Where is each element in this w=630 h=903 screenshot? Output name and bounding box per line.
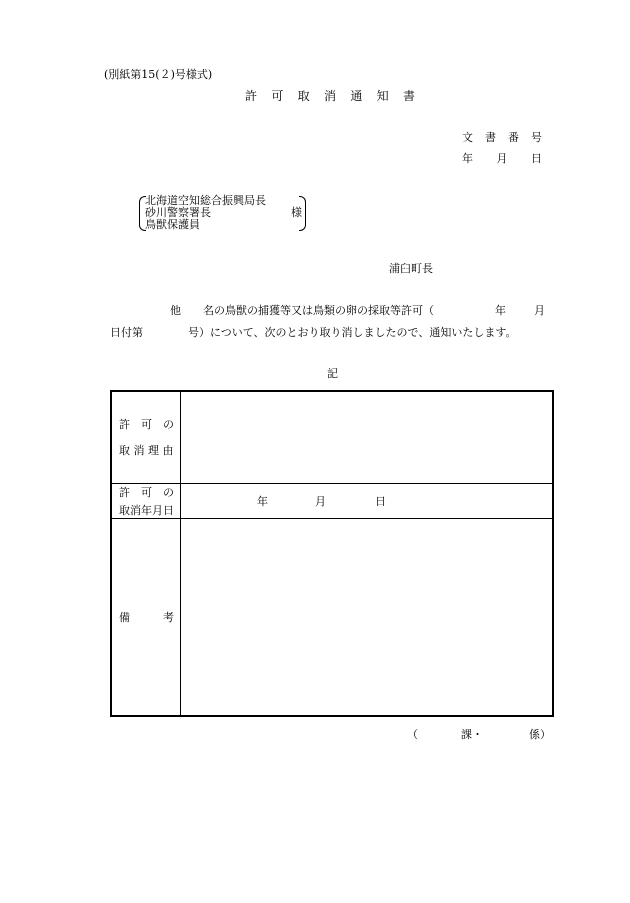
date-day-label: 日 xyxy=(375,494,386,508)
doc-date-char: 年 xyxy=(462,152,473,165)
document-date-label xyxy=(462,153,542,164)
doc-number-char: 号 xyxy=(531,131,542,144)
label-line: 許 可 の xyxy=(119,485,174,499)
body-line-1-part: 年 xyxy=(495,304,506,317)
table-row-date xyxy=(111,483,553,518)
label-line: 許 可 の xyxy=(119,418,174,432)
body-line-2-part: 号）について、次のとおり取り消しましたので、通知いたします。 xyxy=(188,326,517,339)
footer-part: 係） xyxy=(529,728,551,741)
table-row-remarks xyxy=(111,518,553,716)
doc-number-char: 文 xyxy=(462,131,473,144)
addressee-line: 砂川警察署長 xyxy=(145,206,211,219)
title-char: 知 xyxy=(376,89,389,103)
doc-number-char: 番 xyxy=(508,131,519,144)
title-char: 消 xyxy=(323,89,336,103)
title-char: 通 xyxy=(350,89,363,103)
cancel-reason-field[interactable] xyxy=(181,391,554,483)
table-row-reason xyxy=(111,391,553,483)
title-char: 可 xyxy=(271,89,284,103)
title-char: 取 xyxy=(297,89,310,103)
cancel-date-field[interactable] xyxy=(181,483,554,518)
label-line: 取 消 理 由 xyxy=(119,444,174,458)
addressee-line: 鳥獣保護員 xyxy=(145,218,200,231)
date-month-label: 月 xyxy=(315,494,326,508)
addressee-line: 北海道空知総合振興局長 xyxy=(145,194,266,207)
footer-part: （ xyxy=(407,728,418,741)
body-line-1-part: 月 xyxy=(534,304,545,317)
date-year-label: 年 xyxy=(257,494,268,508)
body-line-2-part: 日付第 xyxy=(110,326,143,339)
label-line: 備 考 xyxy=(119,610,174,624)
title-char: 許 xyxy=(245,89,258,103)
details-table xyxy=(110,390,554,717)
document-number-label xyxy=(462,132,542,143)
addressee-bracket-right xyxy=(299,196,306,231)
label-remarks xyxy=(111,518,181,716)
doc-number-char: 書 xyxy=(485,131,496,144)
sender: 浦臼町長 xyxy=(389,262,433,275)
ki-heading: 記 xyxy=(327,367,338,380)
label-cancel-reason xyxy=(111,391,181,483)
footer-part: 課・ xyxy=(461,728,483,741)
remarks-field[interactable] xyxy=(181,518,554,716)
title-char: 書 xyxy=(402,89,415,103)
doc-date-char: 月 xyxy=(496,152,508,165)
label-cancel-date xyxy=(111,483,181,518)
body-line-1-part: 名の鳥獣の捕獲等又は鳥類の卵の採取等許可（ xyxy=(203,304,434,317)
addressee-honorific: 様 xyxy=(291,206,302,219)
form-id: (別紙第15(２)号様式) xyxy=(104,68,213,81)
document-title xyxy=(245,90,415,102)
body-line-1-part: 他 xyxy=(170,304,181,317)
label-line: 取消年月日 xyxy=(119,503,174,517)
doc-date-char: 日 xyxy=(531,152,542,165)
